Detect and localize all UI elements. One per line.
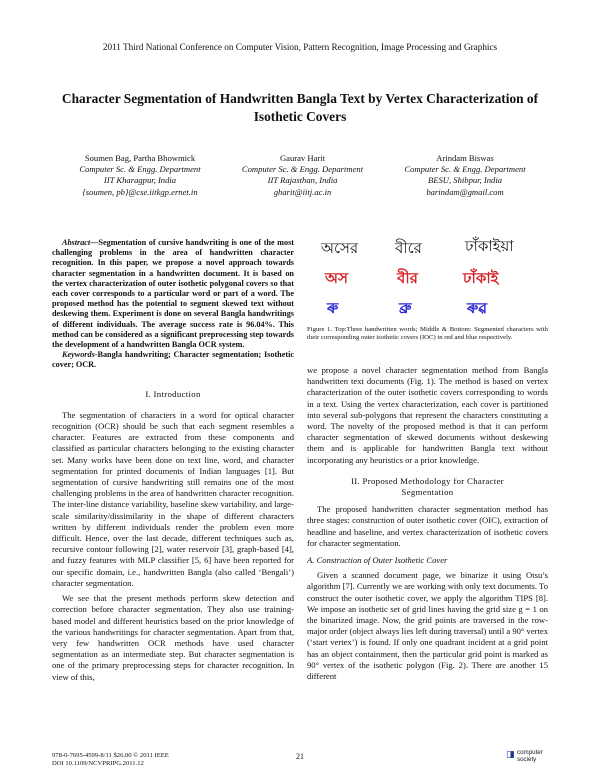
author-block-3 <box>370 153 560 198</box>
author-block-2 <box>230 153 375 198</box>
segmented-word-blue: ৰু <box>327 299 339 317</box>
keywords-text: -Bangla handwriting; Character segmentation; Isothetic cover; OCR. <box>52 350 294 370</box>
paper-title-line1: Character Segmentation of Handwritten Bangla Text by Vertex Characterization of <box>61 91 539 106</box>
author-dept: Computer Sc. & Engg. Department <box>241 164 364 175</box>
methodology-paragraph: The proposed handwritten character segmentation method has three stages: construction of outer isothetic cover (OIC), extraction of headline and baseline, and vertex characterization of isothetic covers for character segmentation. <box>307 504 548 548</box>
segmented-word-red: বীর <box>397 269 418 287</box>
handwritten-word: বীরে <box>395 239 422 257</box>
section-heading-introduction: I. Introduction <box>145 388 201 399</box>
author-email[interactable]: barindam@gmail.com <box>426 186 504 197</box>
computer-society-icon: ◨ <box>506 749 515 759</box>
author-inst: BESU, Shibpur, India <box>428 175 502 186</box>
segmented-word-red: অস <box>325 269 348 287</box>
author-names: Arindam Biswas <box>436 153 494 163</box>
right-column <box>307 365 548 686</box>
abstract-label: Abstract <box>62 238 91 247</box>
section-heading-line: II. Proposed Methodology for Character <box>351 475 504 486</box>
intro-paragraph-2: We see that the present methods perform skew detection and correction before character segmentation. They also use training-based model and different heuristics based on the prior knowledge of the various handwritings for character segmentation. Apart from that, very few handwritten OCR methods have used character segmentation as an intermediate step. But character segmentation is one of the primary preprocessing steps for character recognition. In view of this, <box>52 593 294 682</box>
author-inst: IIT Rajasthan, India <box>267 175 338 186</box>
handwritten-word: অসের <box>321 239 359 257</box>
author-list <box>40 153 560 213</box>
paper-title-line2: Isothetic Covers <box>253 109 347 124</box>
left-column <box>52 238 294 687</box>
conference-header: 2011 Third National Conference on Computer Vision, Pattern Recognition, Image Processing and Graphics <box>102 42 498 52</box>
abstract-text: —Segmentation of cursive handwriting is one of the most challenging problems in the area of handwritten character recognition. In this paper, we propose a novel approach towards character segmentation in a handwritten document. It is based on the vertex characterization of outer isothetic polygonal covers so that each cover corresponds to a particular word or part of a word. The proposed method has the potential to segment skewed text without deskewing them. Experiment is done on several Bangla handwritings of different individuals. The average success rate is 96.04%. This method can be considered as a significant preprocessing step towards the development of a handwritten Bangla OCR system. <box>52 238 294 350</box>
author-inst: IIT Kharagpur, India <box>103 175 177 186</box>
section-heading-line: Segmentation <box>401 487 454 498</box>
right-paragraph-continued: we propose a novel character segmentation method from Bangla handwritten text documents (Fig. 1). The method is based on vertex characterization of the outer isothetic covers corresponding to words in a text. Using the vertex characterization, each cover is partitioned into several sub-polygons that represent the characters constituting a word. The novelty of the proposed method is that it can perform character segmentation of skewed documents without deskewing them and is applicable for handwritten Bangla text without incorporating any heuristics or a prior knowledge. <box>307 365 548 465</box>
intro-paragraph-1: The segmentation of characters in a word for optical character recognition (OCR) should be such that each segment resembles a character. Features are extracted from these components and classified as particular characters belonging to the existing character set. Many works have been done on text line, word, and character segmentation for printed documents of Indian languages [1]. But segmentation of cursive handwriting still remains one of the most challenging problems in the area of handwritten character recognition. The inter-line distance variability, baseline skew variability, and large-scale similarity/dissimilarity in the shape of different characters written by different individuals render the problem even more difficult. Hence, over the last decade, different techniques such as, recursive contour following [2], water reservoir [3], graph-based [4], and fuzzy features with MLP classifier [5, 6] have been reported for our specific domain, i.e., handwritten Bangla (also called ‘Bengali’) character segmentation. <box>52 409 294 588</box>
segmented-word-blue: ব্ৰু <box>399 299 412 317</box>
author-dept: Computer Sc. & Engg. Department <box>79 164 201 175</box>
computer-society-logo <box>506 748 558 768</box>
doi-line: DOI 10.1109/NCVPRIPG.2011.12 <box>52 760 144 767</box>
author-email[interactable]: {soumen, pb}@cse.iitkgp.ernet.in <box>82 186 198 197</box>
figure-1-caption: Figure 1. Top:Three handwritten words; Middle & Bottom: Segmented characters with their corresponding outer isothetic covers (IOC) in red and blue respectively. <box>307 326 548 342</box>
logo-text-line1: computer <box>517 749 543 756</box>
paper-title <box>40 90 560 126</box>
author-names: Gaurav Harit <box>279 153 326 163</box>
figure-1-image <box>315 233 540 323</box>
oic-paragraph: Given a scanned document page, we binarize it using Otsu’s algorithm [7]. Currently we are working with only text documents. To construct the outer isothetic cover, we apply the algorithm TIPS [8]. We impose an isothetic set of grid lines having the grid size g = 1 on the binarized image. Now, the grid points are traversed in the row-major order (object always lies left during traversal) until a 90° vertex (‘start vertex’) is found. If only one quadrant incident at a grid point has an object containment, then the particular grid point is marked as 90° vertex of the isothetic polygon (Fig. 2). There are another 15 different <box>307 570 548 682</box>
logo-text <box>517 750 543 763</box>
figure-1 <box>307 233 548 367</box>
isbn-line: 978-0-7695-4599-8/11 $26.00 © 2011 IEEE <box>52 752 169 759</box>
page-number: 21 <box>296 752 304 761</box>
handwritten-word: ঢাঁকাইয়া <box>465 237 514 255</box>
abstract <box>52 238 294 350</box>
logo-text-line2: society <box>517 755 537 763</box>
author-dept: Computer Sc. & Engg. Department <box>404 164 526 175</box>
keywords-label: Keywords <box>62 350 95 360</box>
subsection-heading-oic: A. Construction of Outer Isothetic Cover <box>307 555 448 566</box>
author-names: Soumen Bag, Partha Bhowmick <box>84 153 196 163</box>
section-heading-methodology <box>307 476 548 498</box>
segmented-word-blue: ৰুৱ <box>467 299 488 317</box>
author-email[interactable]: gharit@iitj.ac.in <box>273 186 332 197</box>
segmented-word-red: ঢাঁকাই <box>463 269 499 287</box>
author-block-1 <box>40 153 240 198</box>
keywords <box>52 350 294 370</box>
